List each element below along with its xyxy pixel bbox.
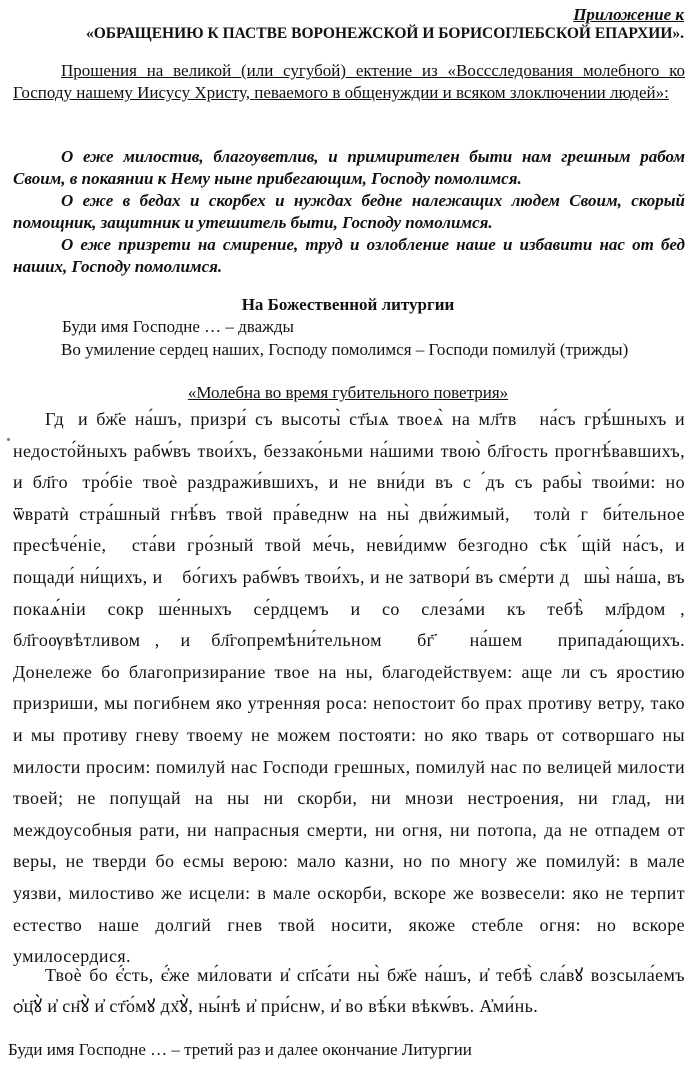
moleben-heading: «Молебна во время губительного поветрия» <box>187 383 509 402</box>
slavonic-doxology: Твоѐ бо є҆́сть, є҆́же ми́ловати и҆ сп҃са́ти ны̀ бж҃е на́шъ, и҆ тебѣ̀ сла́вꙋ возсыла́емъ ѻ҆ц҃ꙋ̀ и҆ сн҃ꙋ̀ и҆ ст҃о́мꙋ дх҃ꙋ̀, ны́нѣ и҆ при́снѡ, и҆ во вѣ́ки вѣкѡ́въ. А҆ми́нь. <box>13 965 685 1016</box>
petition-3: О еже призрети на смирение, труд и озлобление наше и избавити нас от бед наших, Господу помолимся. <box>13 235 685 276</box>
slavonic-prayer: Гдⷭи бж҃е на́шъ, призри́ съ высоты̀ ст҃ыѧ твоеѧ̀ на мл҃твꙋ на́съ грѣ́шныхъ и недосто́йныхъ рабѡ́въ твои́хъ, беззако́ньми на́шими твою̀ бл҃гость прогнѣ́вавшихъ, и бл҃гоꙋтро́біе твоѐ раздражи́вшихъ, и не вни́ди въ сꙋ́дъ съ рабы̀ твои́ми: но ѿвратѝ стра́шный гнѣ́въ твой пра́веднѡ на ны̀ дви́жимый, ꙋтолѝ гꙋби́тельное пресѣче́ніе, ꙋста́ви гро́зный твой ме́чь, неви́димѡ безгодно сѣкꙋ́щій на́съ, и пощади́ ни́щихъ, и ꙋбо́гихъ рабѡ́въ твои́хъ, и не затвори́ въ сме́рти дꙋшы̀ на́ша, въ покаѧ́ніи сокрꙋше́нныхъ се́рдцемъ и со слеза́ми къ тебѣ̀ мл҃рдомꙋ, бл҃гоѹвѣтливомꙋ, и бл҃гопремѣни́тельномꙋ бг҃ꙋ на́шемꙋ припада́ющихъ. Донележе бо благопризирание твое на ны, благодействуем: аще ли съ яростию призриши, мы погибнем яко утренняя роса: непостоит бо прах противу ветру, тако и мы противу гневу твоему не можем постояти: но яко тварь от сотворшаго ны милости просим: помилуй нас Господи грешных, помилуй нас по велицей милости твоей; не попущай на ны ни скорби, ни мнози нестроения, ни глад, ни междоусобныя рати, ни напрасныя смерти, ни огня, ни потопа, да не отпадем от веры, не тверди бо есмы верою: мало казни, но по многу же помилуй: в мале уязви, милостиво же исцели: в мале оскорби, вскоре же возвесели: яко не терпит естество наше долгий гнев твой носити, якоже стебле огня: но вскоре умилосердися. <box>13 409 685 967</box>
address-title: «ОБРАЩЕНИЮ К ПАСТВЕ ВОРОНЕЖСКОЙ И БОРИСОГЛЕБСКОЙ ЕПАРХИИ». <box>85 25 684 42</box>
liturgy-line-2: Во умиление сердец наших, Господу помолимся – Господи помилуй (трижды) <box>61 340 629 359</box>
footer-line: Буди имя Господне … – третий раз и далее окончание Литургии <box>8 1040 472 1059</box>
liturgy-line-1: Буди имя Господне … – дважды <box>62 317 294 336</box>
scan-speck <box>7 438 10 441</box>
liturgy-heading: На Божественной литургии <box>241 295 455 314</box>
petition-1: О еже милостив, благоуветлив, и примирителен быти нам грешным рабом Своим, в покаянии к Нему ныне прибегающим, Господу помолимся. <box>13 147 685 188</box>
intro-paragraph: Прошения на великой (или сугубой) ектение из «Воссследования молебного ко Господу нашему Иисусу Христу, певаемого в общенуждии и всяком злоключении людей»: <box>13 61 685 102</box>
petitions-list <box>13 146 685 278</box>
appendix-label: Приложение к <box>573 5 684 24</box>
petition-2: О еже в бедах и скорбех и нуждах бедне належащих людем Своим, скорый помощник, защитник и утешитель быти, Господу помолимся. <box>13 191 685 232</box>
document-header <box>4 6 684 44</box>
